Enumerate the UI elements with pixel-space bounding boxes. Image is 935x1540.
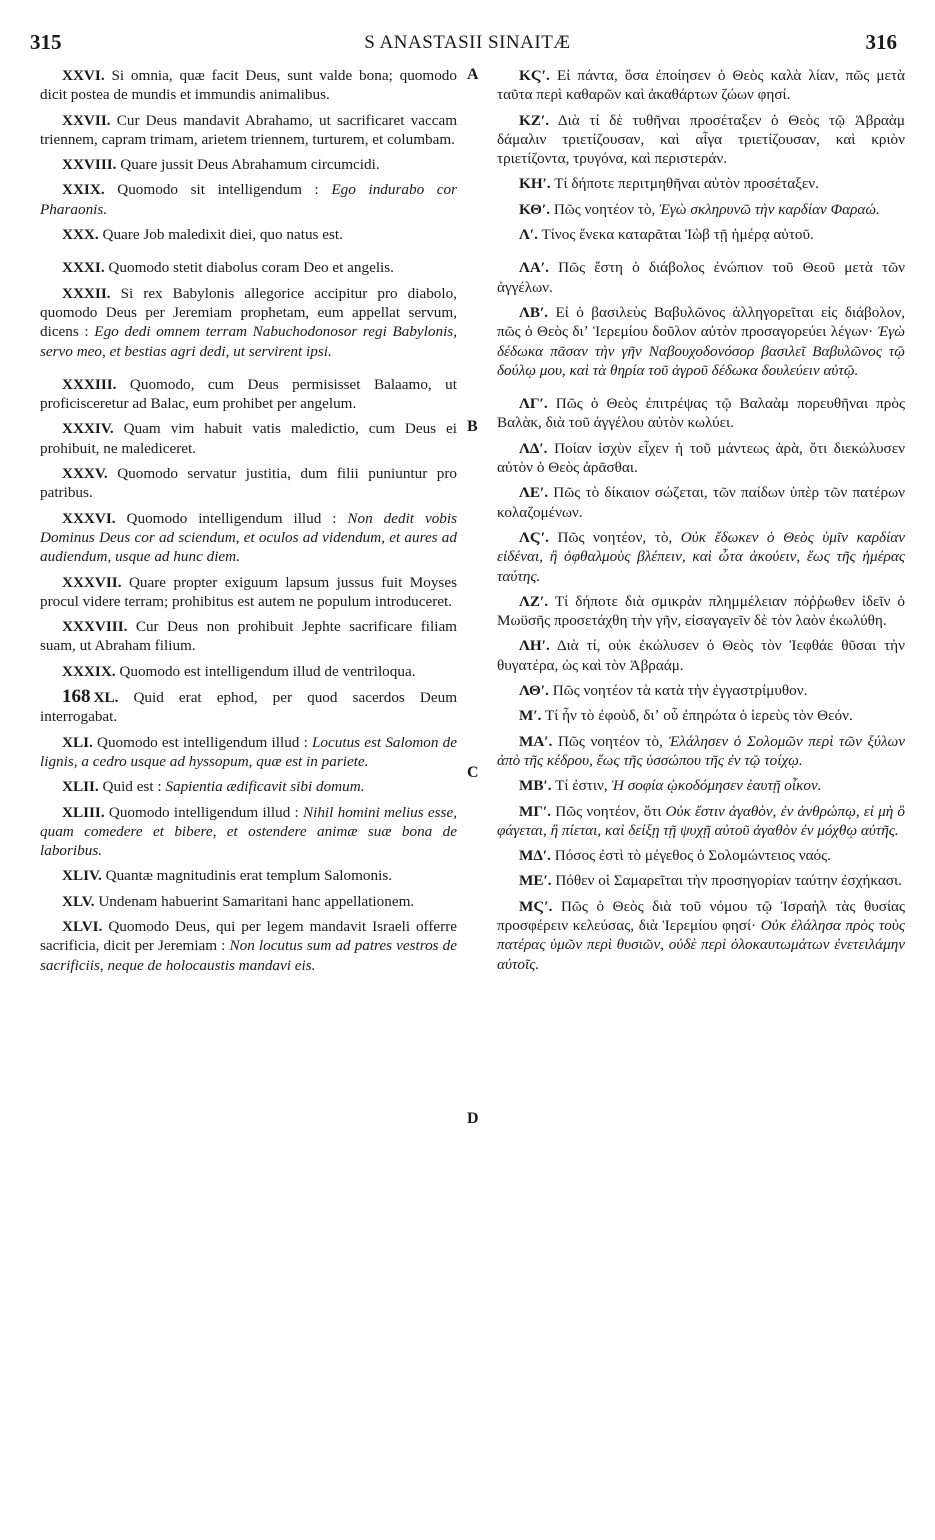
latin-entry bbox=[40, 155, 457, 174]
latin-entry bbox=[40, 66, 457, 105]
entry-text: Quomodo est intelligendum illud : bbox=[97, 733, 308, 751]
entry-text: Quid erat ephod, per quod sacerdos Deum interrogabat. bbox=[40, 689, 458, 726]
entry-text: Quomodo stetit diabolus coram Deo et angelis. bbox=[108, 259, 394, 277]
entry-number: XXXII. bbox=[62, 284, 111, 302]
latin-entry bbox=[40, 917, 457, 975]
latin-entry bbox=[40, 733, 457, 772]
greek-entry bbox=[497, 174, 905, 193]
entry-text: Διὰ τί δὲ τυθῆναι προσέταξεν ὁ Θεὸς τῷ Ἀβραὰμ δάμαλιν τριετίζουσαν, καὶ αἶγα τριετίζουσαν, καὶ κριὸν τριετίζοντα, τρυγόνα, καὶ περιστεράν. bbox=[497, 111, 905, 168]
entry-number: ΛΒʹ. bbox=[519, 303, 549, 321]
latin-entry bbox=[40, 375, 457, 414]
latin-entry bbox=[40, 662, 457, 681]
entry-text: Quomodo Deus, qui per legem mandavit Israeli offerre sacrificia, dicit per Jeremiam : bbox=[40, 917, 457, 955]
margin-marker-d: D bbox=[467, 1110, 479, 1127]
entry-number: XLVI. bbox=[62, 917, 103, 935]
entry-text: Quomodo est intelligendum illud de ventriloqua. bbox=[119, 662, 416, 680]
quotation-text: Ἐλάλησεν ὁ Σολομῶν περὶ τῶν ξύλων ἀπὸ τῆς κέδρου, ἕως τῆς ὑσσώπου τῆς ἐν τῷ τοίχῳ. bbox=[497, 732, 905, 769]
running-title: S ANASTASII SINAITÆ bbox=[364, 32, 571, 53]
entry-number: ΜϚʹ. bbox=[519, 897, 553, 915]
entry-number: Μʹ. bbox=[519, 707, 542, 725]
quotation-text: Ἐγὼ σκληρυνῶ τὴν καρδίαν Φαραώ. bbox=[659, 200, 880, 218]
entry-text: Πῶς ὁ Θεὸς ἐπιτρέψας τῷ Βαλαὰμ πορευθῆναι πρὸς Βαλὰκ, διὰ τοῦ ἀγγέλου αὐτὸν κωλύει. bbox=[497, 395, 905, 432]
running-header bbox=[0, 30, 935, 58]
entry-text: Τί ἦν τὸ ἐφοὺδ, διʼ οὗ ἐπηρώτα ὁ ἱερεὺς τὸν Θεόν. bbox=[544, 707, 853, 725]
greek-entry bbox=[497, 636, 905, 675]
latin-column bbox=[40, 66, 457, 981]
latin-entry bbox=[40, 419, 457, 458]
entry-text: Τί δήποτε διὰ σμικρὰν πλημμέλειαν πόῤῥωθεν ἰδεῖν ὁ Μωϋσῆς προσετάχθη τὴν γῆν, εἰσαγαγεῖν δὲ τὸν λαὸν ἐκωλύθη. bbox=[497, 592, 905, 630]
entry-number: XLII. bbox=[62, 778, 99, 796]
entry-number: XXVII. bbox=[62, 111, 111, 129]
quotation-text: Ἐγὼ δέδωκα πᾶσαν τὴν γῆν Ναβουχοδονόσορ βασιλεῖ Βαβυλῶνος τῷ δούλῳ μου, καὶ τὰ θηρία τοῦ ἀγροῦ δέδωκα δουλεύειν αὐτῷ. bbox=[497, 323, 905, 379]
greek-entry bbox=[497, 200, 905, 219]
latin-entry bbox=[40, 617, 457, 656]
latin-entry bbox=[40, 180, 457, 219]
entry-number: ΜΓʹ. bbox=[519, 802, 552, 820]
latin-entry bbox=[40, 225, 457, 244]
greek-entry bbox=[497, 258, 905, 297]
margin-marker-c: C bbox=[467, 764, 479, 781]
entry-text: Si rex Babylonis allegorice accipitur pro diabolo, quomodo Deus per Jeremiam prophetam, eum appellat servum, dicens : bbox=[40, 284, 457, 341]
entry-text: Τί ἐστιν, bbox=[555, 777, 608, 795]
entry-text: Cur Deus non prohibuit Jephte sacrificare filiam suam, ut Abraham filium. bbox=[40, 618, 457, 655]
latin-entry bbox=[40, 284, 457, 361]
latin-entry bbox=[40, 464, 457, 503]
quotation-text: Οὐκ ἔδωκεν ὁ Θεὸς ὑμῖν καρδίαν εἰδέναι, ἢ ὀφθαλμοὺς βλέπειν, καὶ ὦτα ἀκούειν, ἕως τῆς ἡμέρας ταύτης. bbox=[497, 528, 905, 585]
entry-number: Λʹ. bbox=[519, 226, 538, 244]
entry-text: Quam vim habuit vatis maledictio, cum Deus ei prohibuit, ne malediceret. bbox=[40, 420, 458, 457]
entry-text: Πῶς νοητέον, τὸ, bbox=[557, 528, 673, 546]
entry-number: ΚΘʹ. bbox=[519, 200, 551, 218]
entry-number: XXXVIII. bbox=[62, 618, 128, 636]
latin-entry bbox=[40, 573, 457, 612]
entry-text: Undenam habuerint Samaritani hanc appellationem. bbox=[98, 892, 415, 910]
entry-number: XXXVI. bbox=[62, 509, 116, 527]
entry-number: XXIX. bbox=[62, 181, 105, 199]
entry-number: XLV. bbox=[62, 892, 95, 910]
entry-number: ΛΘʹ. bbox=[519, 682, 549, 700]
quotation-text: Ego dedi omnem terram Nabuchodonosor regi Babylonis, servo meo, et bestias agri dedi, ut servirent ipsi. bbox=[40, 323, 457, 360]
entry-text: Quare propter exiguum lapsum jussus fuit Moyses procul videre terram; prohibitus est autem ne populum introduceret. bbox=[40, 573, 457, 610]
entry-number: ΛΑʹ. bbox=[519, 259, 549, 277]
greek-entry bbox=[497, 802, 905, 841]
entry-text: Πῶς νοητέον τὸ, bbox=[557, 732, 663, 750]
entry-number: XLIV. bbox=[62, 867, 102, 885]
quotation-text: Locutus est Salomon de lignis, a cedro usque ad hyssopum, quæ est in pariete. bbox=[40, 733, 457, 770]
column-number: 168 bbox=[62, 686, 91, 708]
greek-entry bbox=[497, 528, 905, 586]
greek-entry bbox=[497, 706, 905, 725]
greek-entry bbox=[497, 394, 905, 433]
entry-number: ΛϚʹ. bbox=[519, 528, 549, 546]
latin-entry bbox=[40, 803, 457, 861]
entry-text: Πῶς νοητέον τὰ κατὰ τὴν ἐγγαστρίμυθον. bbox=[552, 682, 808, 700]
quotation-text: Ego indurabo cor Pharaonis. bbox=[40, 181, 458, 218]
greek-entry bbox=[497, 439, 905, 478]
entry-number: XLIII. bbox=[62, 803, 105, 821]
greek-entry bbox=[497, 776, 905, 795]
greek-column bbox=[497, 66, 905, 980]
entry-text: Διὰ τί, οὐκ ἐκώλυσεν ὁ Θεὸς τὸν Ἰεφθάε θῦσαι τὴν θυγατέρα, ὡς καὶ τὸν Ἀβραάμ. bbox=[497, 637, 905, 674]
entry-text: Εἰ πάντα, ὅσα ἐποίησεν ὁ Θεὸς καλὰ λίαν, πῶς μετὰ ταῦτα περὶ καθαρῶν καὶ ἀκαθάρτων ζώων φησί. bbox=[497, 67, 905, 104]
left-page-number: 315 bbox=[30, 30, 62, 54]
entry-number: XXVI. bbox=[62, 67, 105, 84]
entry-text: Cur Deus mandavit Abrahamo, ut sacrificaret vaccam triennem, capram trimam, arietem triennem, turturem, et columbam. bbox=[40, 111, 458, 148]
entry-number: XXXIII. bbox=[62, 375, 117, 393]
latin-entry bbox=[40, 111, 457, 150]
entry-text: Quantæ magnitudinis erat templum Salomonis. bbox=[105, 867, 393, 885]
entry-text: Quomodo servatur justitia, dum filii puniuntur pro patribus. bbox=[40, 465, 458, 502]
entry-number: ΚϚʹ. bbox=[519, 67, 550, 84]
entry-number: ΛΔʹ. bbox=[519, 439, 548, 457]
entry-text: Quare jussit Deus Abrahamum circumcidi. bbox=[120, 156, 380, 174]
entry-number: XXXIX. bbox=[62, 662, 116, 680]
greek-entry bbox=[497, 897, 905, 974]
entry-text: Quomodo intelligendum illud : bbox=[108, 803, 299, 821]
entry-text: Πῶς ὁ Θεὸς διὰ τοῦ νόμου τῷ Ἰσραὴλ τὰς θυσίας προσφέρειν κελεύσας, διὰ Ἱερεμίου φησί· bbox=[497, 897, 905, 934]
latin-entry bbox=[40, 509, 457, 567]
entry-text: Τί δήποτε περιτμηθῆναι αὐτὸν προσέταξεν. bbox=[554, 175, 819, 193]
entry-number: ΚΗʹ. bbox=[519, 175, 551, 193]
right-page-number: 316 bbox=[865, 30, 897, 54]
quotation-text: Nihil homini melius esse, quam comedere et bibere, et ostendere animæ suæ bona de laboribus. bbox=[40, 803, 457, 860]
greek-entry bbox=[497, 732, 905, 771]
quotation-text: Non locutus sum ad patres vestros de sacrificiis, neque de holocaustis mandavi eis. bbox=[40, 937, 457, 974]
entry-number: ΛΗʹ. bbox=[519, 637, 550, 655]
quotation-text: Ἡ σοφία ᾠκοδόμησεν ἑαυτῇ οἶκον. bbox=[611, 777, 822, 795]
margin-marker-a: A bbox=[467, 66, 479, 83]
greek-entry bbox=[497, 846, 905, 865]
entry-number: XLI. bbox=[62, 733, 93, 751]
entry-text: Πῶς τὸ δίκαιον σώζεται, τῶν παίδων ὑπὲρ τῶν πατέρων κολαζομένων. bbox=[497, 484, 905, 521]
entry-number: XL. bbox=[93, 689, 119, 707]
entry-number: XXXV. bbox=[62, 465, 108, 483]
greek-entry bbox=[497, 66, 905, 105]
entry-number: XXXVII. bbox=[62, 573, 122, 591]
greek-entry bbox=[497, 592, 905, 631]
greek-entry bbox=[497, 681, 905, 700]
entry-number: XXVIII. bbox=[62, 156, 117, 174]
quotation-text: Οὐκ ἐλάλησα πρὸς τοὺς πατέρας ὑμῶν περὶ θυσιῶν, οὐδὲ περὶ ὁλοκαυτωμάτων ἐνετειλάμην αὐτοῖς. bbox=[497, 916, 905, 973]
entry-text: Si omnia, quæ facit Deus, sunt valde bona; quomodo dicit postea de mundis et immundis animalibus. bbox=[40, 67, 457, 104]
entry-number: ΛΖʹ. bbox=[519, 592, 549, 610]
entry-text: Πῶς νοητέον τὸ, bbox=[553, 200, 656, 218]
entry-number: ΜΔʹ. bbox=[519, 847, 551, 865]
entry-number: ΜΑʹ. bbox=[519, 732, 553, 750]
entry-number: XXXI. bbox=[62, 259, 105, 277]
entry-number: XXX. bbox=[62, 226, 99, 244]
margin-marker-b: B bbox=[467, 418, 478, 435]
entry-text: Πῶς νοητέον, ὅτι bbox=[555, 802, 662, 820]
latin-entry bbox=[40, 866, 457, 885]
quotation-text: Sapientia ædificavit sibi domum. bbox=[165, 778, 365, 796]
greek-entry bbox=[497, 111, 905, 169]
entry-text: Quomodo intelligendum illud : bbox=[126, 509, 337, 527]
entry-text: Quomodo sit intelligendum : bbox=[117, 181, 319, 199]
entry-number: ΛΕʹ. bbox=[519, 484, 549, 502]
greek-entry bbox=[497, 483, 905, 522]
greek-entry bbox=[497, 303, 905, 380]
entry-text: Quid est : bbox=[102, 778, 162, 796]
entry-text: Quomodo, cum Deus permisisset Balaamo, ut proficisceretur ad Balac, eum prohibet per angelum. bbox=[40, 375, 457, 413]
entry-text: Πόσος ἐστὶ τὸ μέγεθος ὁ Σολομώντειος ναός. bbox=[554, 847, 831, 865]
latin-entry bbox=[40, 777, 457, 796]
entry-text: Ποίαν ἰσχὺν εἶχεν ἡ τοῦ μάντεως ἀρὰ, ὅτι διεκώλυσεν αὐτὸν ὁ Θεὸς ἀρᾶσθαι. bbox=[497, 439, 905, 477]
greek-entry bbox=[497, 225, 905, 244]
greek-entry bbox=[497, 871, 905, 890]
entry-number: ΜΕʹ. bbox=[519, 872, 552, 890]
quotation-text: Non dedit vobis Dominus Deus cor ad sciendum, et oculos ad videndum, et aures ad audiendum, usque ad hunc diem. bbox=[40, 509, 458, 566]
latin-entry bbox=[40, 258, 457, 277]
entry-text: Εἰ ὁ βασιλεὺς Βαβυλῶνος ἀλληγορεῖται εἰς διάβολον, πῶς ὁ Θεὸς διʼ Ἱερεμίου δοῦλον αὐτὸν προσαγορεύει λέγων· bbox=[497, 303, 905, 341]
entry-number: XXXIV. bbox=[62, 420, 114, 438]
latin-entry bbox=[40, 687, 457, 727]
entry-text: Τίνος ἕνεκα καταρᾶται Ἰὼβ τῇ ἡμέρᾳ αὐτοῦ. bbox=[541, 226, 814, 244]
entry-text: Πῶς ἔστη ὁ διάβολος ἐνώπιον τοῦ Θεοῦ μετὰ τῶν ἀγγέλων. bbox=[497, 259, 906, 296]
entry-text: Quare Job maledixit diei, quo natus est. bbox=[102, 226, 343, 244]
entry-number: ΛΓʹ. bbox=[519, 395, 548, 413]
latin-entry bbox=[40, 892, 457, 911]
quotation-text: Οὐκ ἔστιν ἀγαθὸν, ἐν ἀνθρώπῳ, εἰ μὴ ὃ φάγεται, ἢ πίεται, καὶ δείξῃ τῇ ψυχῇ αὐτοῦ ἀγαθὸν ἐν μόχθῳ αὐτῆς. bbox=[497, 802, 906, 839]
entry-number: ΚΖʹ. bbox=[519, 111, 550, 129]
entry-number: ΜΒʹ. bbox=[519, 777, 552, 795]
entry-text: Πόθεν οἱ Σαμαρεῖται τὴν προσηγορίαν ταύτην ἐσχήκασι. bbox=[555, 872, 902, 890]
